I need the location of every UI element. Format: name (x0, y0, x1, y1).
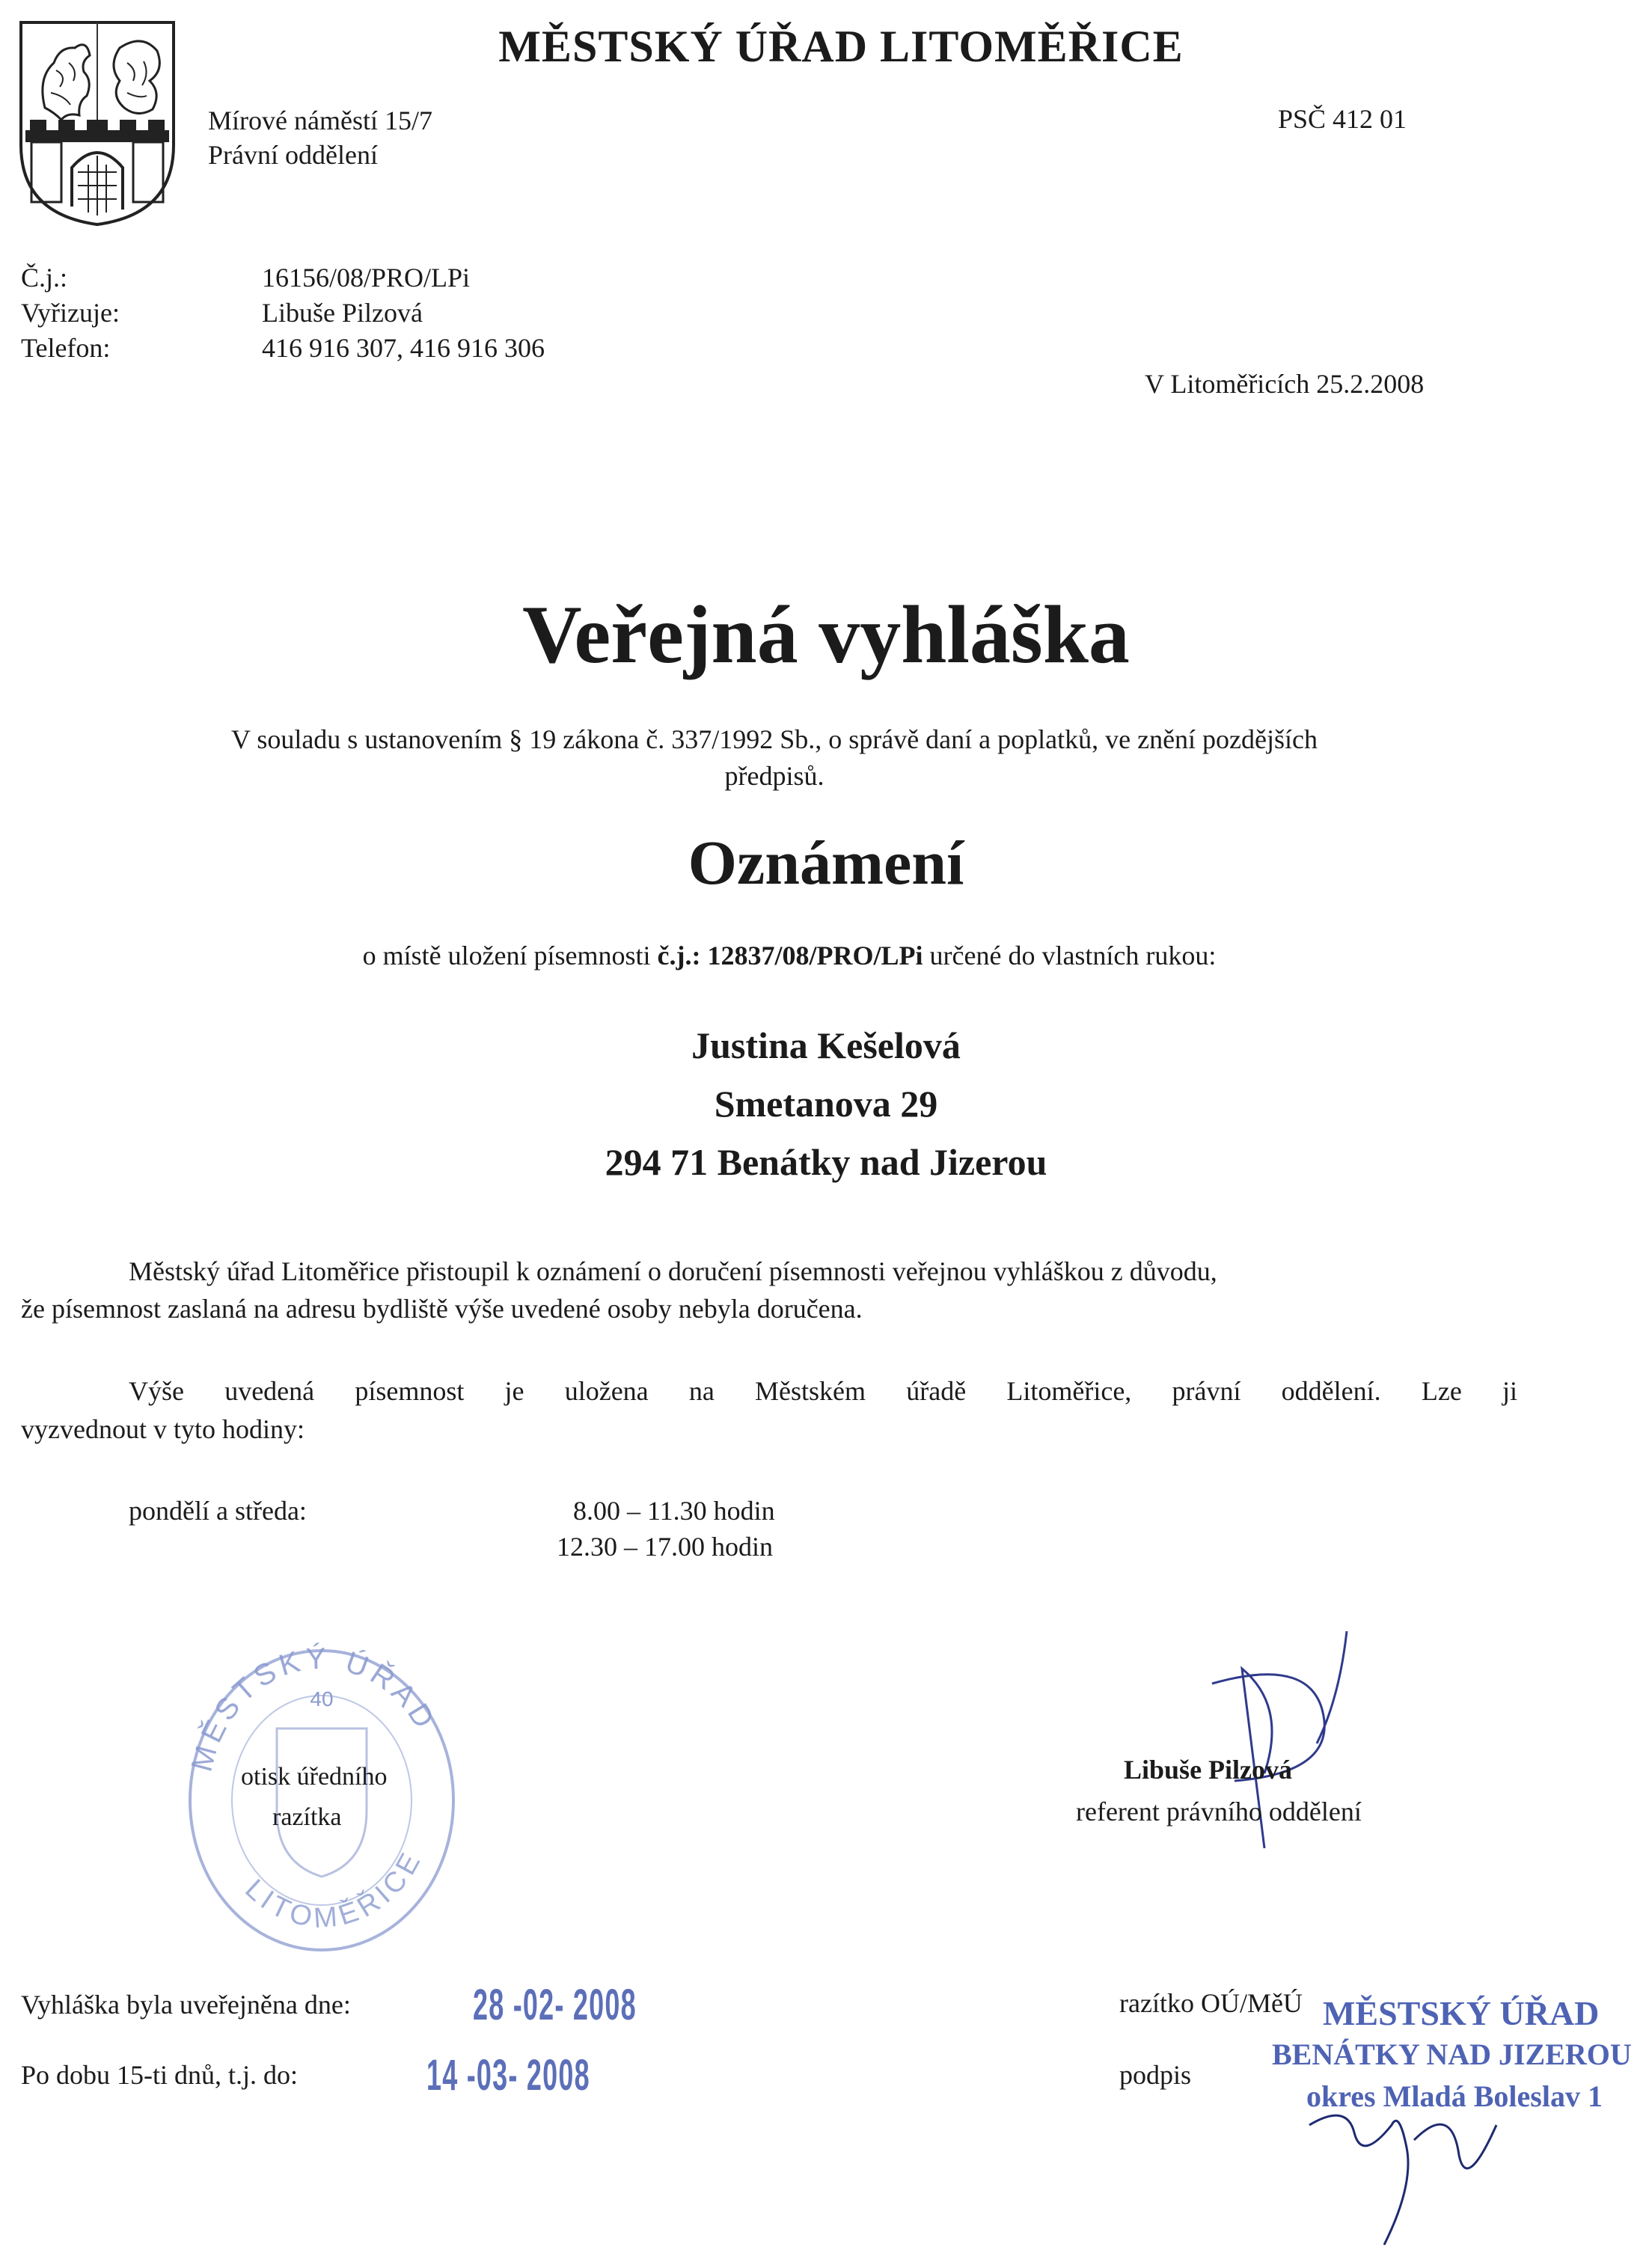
published-label: Vyhláška byla uveřejněna dne: (21, 1990, 351, 2020)
benatky-stamp-line2: BENÁTKY NAD JIZEROU (1272, 2038, 1632, 2071)
recipient-city: 294 71 Benátky nad Jizerou (605, 1141, 1047, 1183)
phone-label: Telefon: (21, 333, 111, 363)
page-title: Veřejná vyhláška (522, 589, 1130, 680)
stamp-number: 40 (310, 1687, 334, 1711)
sign-label: podpis (1119, 2060, 1192, 2090)
handler-label: Vyřizuje: (21, 298, 120, 328)
stamp-ring-top: MĚSTSKÝ ÚŘAD (185, 1642, 443, 1776)
published-date-stamp: 28 -02- 2008 (473, 1981, 637, 2029)
office-street: Mírové náměstí 15/7 (208, 106, 432, 135)
storage-notice (0, 940, 1579, 971)
postal-code: PSČ 412 01 (1278, 104, 1407, 134)
office-department: Právní oddělení (208, 140, 378, 170)
benatky-stamp-line1: MĚSTSKÝ ÚŘAD (1323, 1994, 1600, 2032)
cj-label: Č.j.: (21, 263, 68, 293)
recipient-name: Justina Kešelová (691, 1024, 961, 1066)
para2-line1: Výše uvedená písemnost je uložena na Městském úřadě Litoměřice, právní oddělení. Lze ji (129, 1376, 1517, 1406)
recipient-street: Smetanova 29 (714, 1083, 938, 1125)
signatory-role: referent právního oddělení (1076, 1797, 1362, 1827)
benatky-stamp-line3: okres Mladá Boleslav 1 (1306, 2079, 1603, 2113)
para1-line2: že písemnost zaslaná na adresu bydliště výše uvedené osoby nebyla doručena. (21, 1294, 863, 1324)
storage-notice-prefix: o místě uložení písemnosti (362, 941, 658, 970)
hours-slot-2: 12.30 – 17.00 hodin (557, 1532, 774, 1562)
notice-subtitle: Oznámení (688, 828, 964, 898)
legal-basis-line2: předpisů. (724, 761, 825, 791)
office-title: MĚSTSKÝ ÚŘAD LITOMĚŘICE (498, 22, 1184, 71)
storage-notice-suffix: určené do vlastních rukou: (923, 941, 1217, 970)
legal-basis-line1: V souladu s ustanovením § 19 zákona č. 337/1992 Sb., o správě daní a poplatků, ve znění pozdějších (230, 724, 1318, 754)
stamp-caption-line1: otisk úředního (241, 1763, 388, 1791)
hours-slot-1: 8.00 – 11.30 hodin (573, 1496, 775, 1526)
place-date: V Litoměřicích 25.2.2008 (1145, 369, 1425, 399)
stamp-caption-line2: razítka (272, 1803, 342, 1831)
stamp-ring-bottom: LITOMĚŘICE (239, 1844, 429, 1935)
period-date-stamp: 14 -03- 2008 (426, 2051, 590, 2100)
handler-value: Libuše Pilzová (262, 298, 423, 328)
hours-days-label: pondělí a středa: (129, 1496, 307, 1526)
period-label: Po dobu 15-ti dnů, t.j. do: (21, 2060, 299, 2090)
handwritten-signature (1152, 1624, 1407, 1863)
bottom-signature (1302, 2095, 1526, 2252)
stamp-label: razítko OÚ/MěÚ (1119, 1988, 1303, 2018)
phone-value: 416 916 307, 416 916 306 (262, 333, 545, 363)
storage-notice-ref: č.j.: 12837/08/PRO/LPi (657, 941, 923, 970)
cj-value: 16156/08/PRO/LPi (262, 263, 471, 293)
para1-line1: Městský úřad Litoměřice přistoupil k oznámení o doručení písemnosti veřejnou vyhláškou z důvodu, (129, 1256, 1217, 1286)
para2-line2: vyzvednout v tyto hodiny: (21, 1414, 305, 1444)
signatory-name: Libuše Pilzová (1124, 1755, 1293, 1785)
